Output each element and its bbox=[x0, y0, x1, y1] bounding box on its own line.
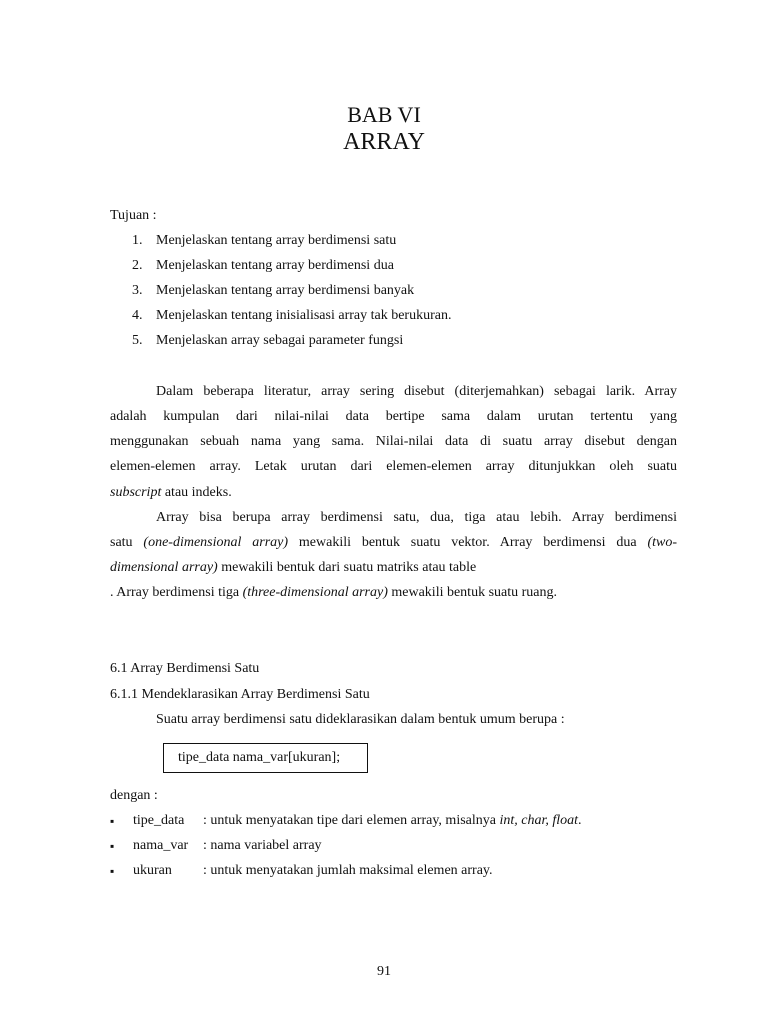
list-item-number: 2. bbox=[132, 258, 143, 273]
list-item: Menjelaskan tentang inisialisasi array tak berukuran. bbox=[156, 308, 452, 323]
paragraph-text: mewakili bentuk dari suatu matriks atau table bbox=[217, 560, 477, 575]
definition-term: ukuran bbox=[133, 863, 172, 878]
definition-desc: : nama variabel array bbox=[203, 838, 322, 853]
paragraph-text: atau indeks. bbox=[161, 485, 232, 500]
italic-term: (three-dimensional array) bbox=[242, 585, 388, 600]
list-item-number: 5. bbox=[132, 333, 143, 348]
tujuan-label: Tujuan : bbox=[110, 208, 157, 223]
definition-desc: : untuk menyatakan jumlah maksimal elemen array. bbox=[203, 863, 493, 878]
list-item-number: 1. bbox=[132, 233, 143, 248]
list-item-number: 3. bbox=[132, 283, 143, 298]
paragraph-line: Dalam beberapa literatur, array sering disebut (diterjemahkan) sebagai larik. Array bbox=[156, 384, 677, 399]
paragraph-text: mewakili bentuk suatu ruang. bbox=[387, 585, 558, 600]
section-intro: Suatu array berdimensi satu dideklarasikan dalam bentuk umum berupa : bbox=[156, 712, 565, 727]
italic-term: dimensional array) bbox=[110, 560, 218, 575]
italic-term: (two- bbox=[647, 535, 677, 550]
italic-term: int, char, float bbox=[499, 813, 579, 828]
definition-text: : untuk menyatakan tipe dari elemen array, misalnya bbox=[203, 813, 500, 828]
definition-term: nama_var bbox=[133, 838, 189, 853]
paragraph-line bbox=[110, 534, 677, 552]
code-syntax-box: tipe_data nama_var[ukuran]; bbox=[163, 743, 368, 773]
bullet-icon: ▪ bbox=[110, 814, 115, 828]
italic-term: (one-dimensional array) bbox=[143, 535, 289, 550]
list-item: Menjelaskan array sebagai parameter fungsi bbox=[156, 333, 404, 348]
section-heading: 6.1 Array Berdimensi Satu bbox=[110, 661, 260, 676]
chapter-title: ARRAY bbox=[343, 129, 425, 155]
bullet-icon: ▪ bbox=[110, 864, 115, 878]
definition-term: tipe_data bbox=[133, 813, 185, 828]
page-number: 91 bbox=[377, 964, 391, 979]
paragraph-line bbox=[110, 484, 232, 502]
paragraph-line: menggunakan sebuah nama yang sama. Nilai-nilai data di suatu array disebut dengan bbox=[110, 434, 677, 449]
definition-desc bbox=[203, 812, 582, 830]
definition-text: . bbox=[578, 813, 582, 828]
subsection-heading: 6.1.1 Mendeklarasikan Array Berdimensi Satu bbox=[110, 687, 370, 702]
bullet-icon: ▪ bbox=[110, 839, 115, 853]
list-item: Menjelaskan tentang array berdimensi banyak bbox=[156, 283, 415, 298]
paragraph-line bbox=[110, 559, 476, 577]
list-item: Menjelaskan tentang array berdimensi dua bbox=[156, 258, 394, 273]
paragraph-line: Array bisa berupa array berdimensi satu, dua, tiga atau lebih. Array berdimensi bbox=[156, 510, 677, 525]
italic-term: subscript bbox=[110, 485, 162, 500]
list-item: Menjelaskan tentang array berdimensi satu bbox=[156, 233, 397, 248]
chapter-number: BAB VI bbox=[347, 102, 421, 127]
paragraph-text: satu bbox=[110, 535, 144, 550]
paragraph-line: elemen-elemen array. Letak urutan dari elemen-elemen array ditunjukkan oleh suatu bbox=[110, 459, 677, 474]
paragraph-text: . Array berdimensi tiga bbox=[110, 585, 243, 600]
list-item-number: 4. bbox=[132, 308, 143, 323]
paragraph-line: adalah kumpulan dari nilai-nilai data bertipe sama dalam urutan tertentu yang bbox=[110, 409, 677, 424]
paragraph-text: mewakili bentuk suatu vektor. Array berdimensi dua bbox=[288, 535, 648, 550]
paragraph-line bbox=[110, 584, 557, 602]
dengan-label: dengan : bbox=[110, 788, 158, 803]
